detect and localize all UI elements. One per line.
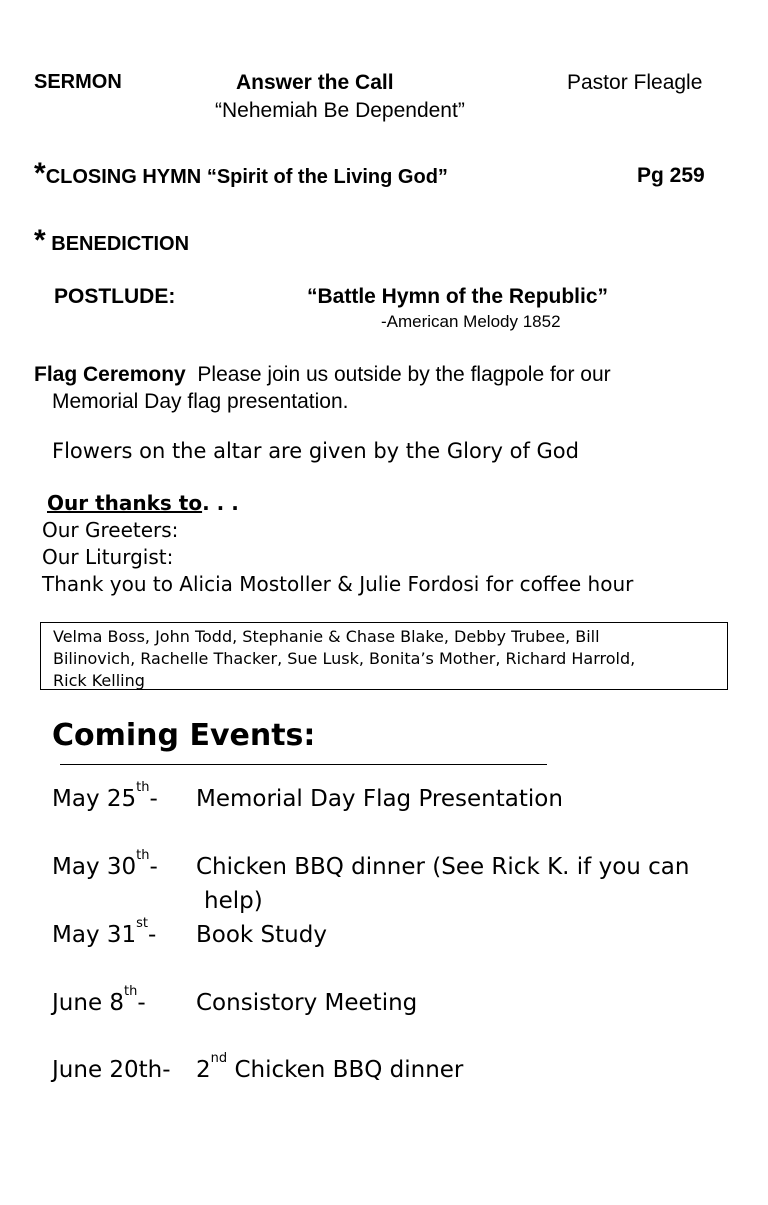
event-date: May 31st-	[52, 916, 157, 948]
event-text: Chicken BBQ dinner (See Rick K. if you can	[196, 854, 690, 880]
closing-hymn-title: “Spirit of the Living God”	[206, 166, 448, 188]
postlude-source: -American Melody 1852	[381, 312, 561, 331]
event-date: June 20th-	[52, 1057, 171, 1083]
sermon-series: Answer the Call	[236, 71, 394, 94]
thanks-heading-ellipsis: . . .	[202, 491, 239, 515]
postlude-title: “Battle Hymn of the Republic”	[307, 285, 609, 308]
event-text-cont: help)	[204, 888, 263, 914]
liturgist-line: Our Liturgist:	[42, 545, 174, 569]
prayer-list-line: Velma Boss, John Todd, Stephanie & Chase Blake, Debby Trubee, Bill	[53, 627, 600, 646]
benediction-label: BENEDICTION	[51, 233, 190, 255]
event-text: 2nd Chicken BBQ dinner	[196, 1051, 464, 1083]
prayer-list-box	[40, 622, 728, 690]
standing-marker: *	[34, 224, 46, 257]
benediction-line	[34, 224, 189, 258]
sermon-title: “Nehemiah Be Dependent”	[215, 99, 465, 122]
event-date: June 8th-	[52, 984, 146, 1016]
sermon-label: SERMON	[34, 71, 122, 93]
closing-hymn-line	[34, 157, 448, 191]
thanks-heading	[47, 491, 239, 515]
event-date: May 30th-	[52, 848, 158, 880]
closing-hymn-page: Pg 259	[637, 164, 705, 187]
flag-ceremony-text-2: Memorial Day flag presentation.	[52, 390, 349, 413]
event-text: Consistory Meeting	[196, 990, 418, 1016]
prayer-list-line: Bilinovich, Rachelle Thacker, Sue Lusk, Bonita’s Mother, Richard Harrold,	[53, 649, 636, 668]
greeters-line: Our Greeters:	[42, 518, 179, 542]
flag-ceremony-text: Please join us outside by the flagpole for our	[197, 363, 611, 386]
thanks-heading-text: Our thanks to	[47, 491, 203, 515]
events-divider	[60, 764, 547, 765]
sermon-preacher: Pastor Fleagle	[567, 71, 703, 94]
event-date: May 25th-	[52, 780, 158, 812]
event-text: Book Study	[196, 922, 327, 948]
events-heading: Coming Events:	[52, 718, 316, 753]
coffee-hour-thanks: Thank you to Alicia Mostoller & Julie Fordosi for coffee hour	[42, 572, 634, 596]
prayer-list-line: Rick Kelling	[53, 671, 145, 690]
closing-hymn-label: CLOSING HYMN	[45, 166, 202, 188]
flag-ceremony-line	[34, 363, 611, 387]
event-text: Memorial Day Flag Presentation	[196, 786, 563, 812]
flag-ceremony-label: Flag Ceremony	[34, 363, 186, 386]
flowers-note: Flowers on the altar are given by the Glory of God	[52, 439, 579, 463]
standing-marker: *	[34, 157, 46, 190]
postlude-label: POSTLUDE:	[54, 285, 176, 308]
